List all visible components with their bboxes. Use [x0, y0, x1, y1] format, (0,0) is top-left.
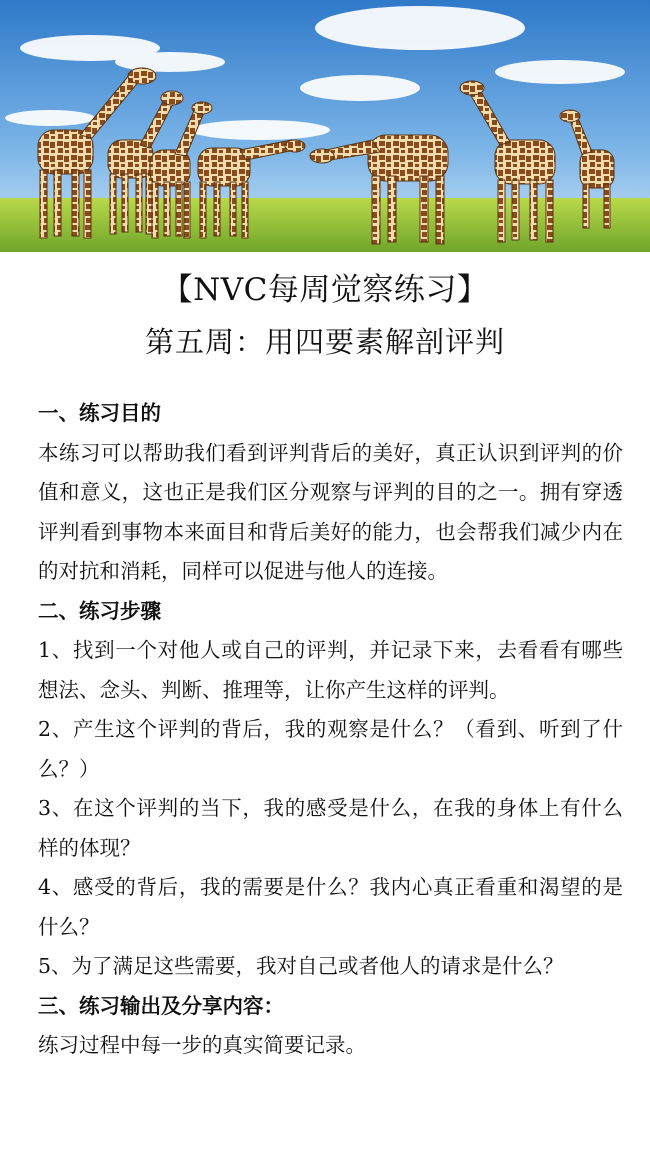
step-2: 2、产生这个评判的背后，我的观察是什么？（看到、听到了什么？）	[38, 717, 623, 781]
page-title: 【NVC每周觉察练习】	[161, 272, 489, 308]
section-heading-purpose: 一、练习目的	[38, 401, 161, 425]
step-3: 3、在这个评判的当下，我的感受是什么，在我的身体上有什么样的体现？	[38, 796, 623, 860]
page-subtitle: 第五周：用四要素解剖评判	[144, 325, 505, 359]
step-1: 1、找到一个对他人或自己的评判，并记录下来，去看看有哪些想法、念头、判断、推理等，让你产生这样的评判。	[38, 638, 623, 702]
step-5: 5、为了满足这些需要，我对自己或者他人的请求是什么？	[38, 954, 564, 978]
article-body	[38, 394, 623, 1066]
paragraph-output: 练习过程中每一步的真实简要记录。	[38, 1033, 366, 1057]
banner-giraffe-image	[0, 0, 650, 252]
section-heading-steps: 二、练习步骤	[38, 598, 161, 623]
step-4: 4、感受的背后，我的需要是什么？我内心真正看重和渴望的是什么？	[38, 875, 623, 939]
paragraph-purpose: 本练习可以帮助我们看到评判背后的美好，真正认识到评判的价值和意义，这也正是我们区分观察与评判的目的之一。拥有穿透评判看到事物本来面目和背后美好的能力，也会帮我们减少内在的对抗和消耗，同样可以促进与他人的连接。	[38, 440, 623, 583]
section-heading-output: 三、练习输出及分享内容：	[38, 993, 284, 1018]
